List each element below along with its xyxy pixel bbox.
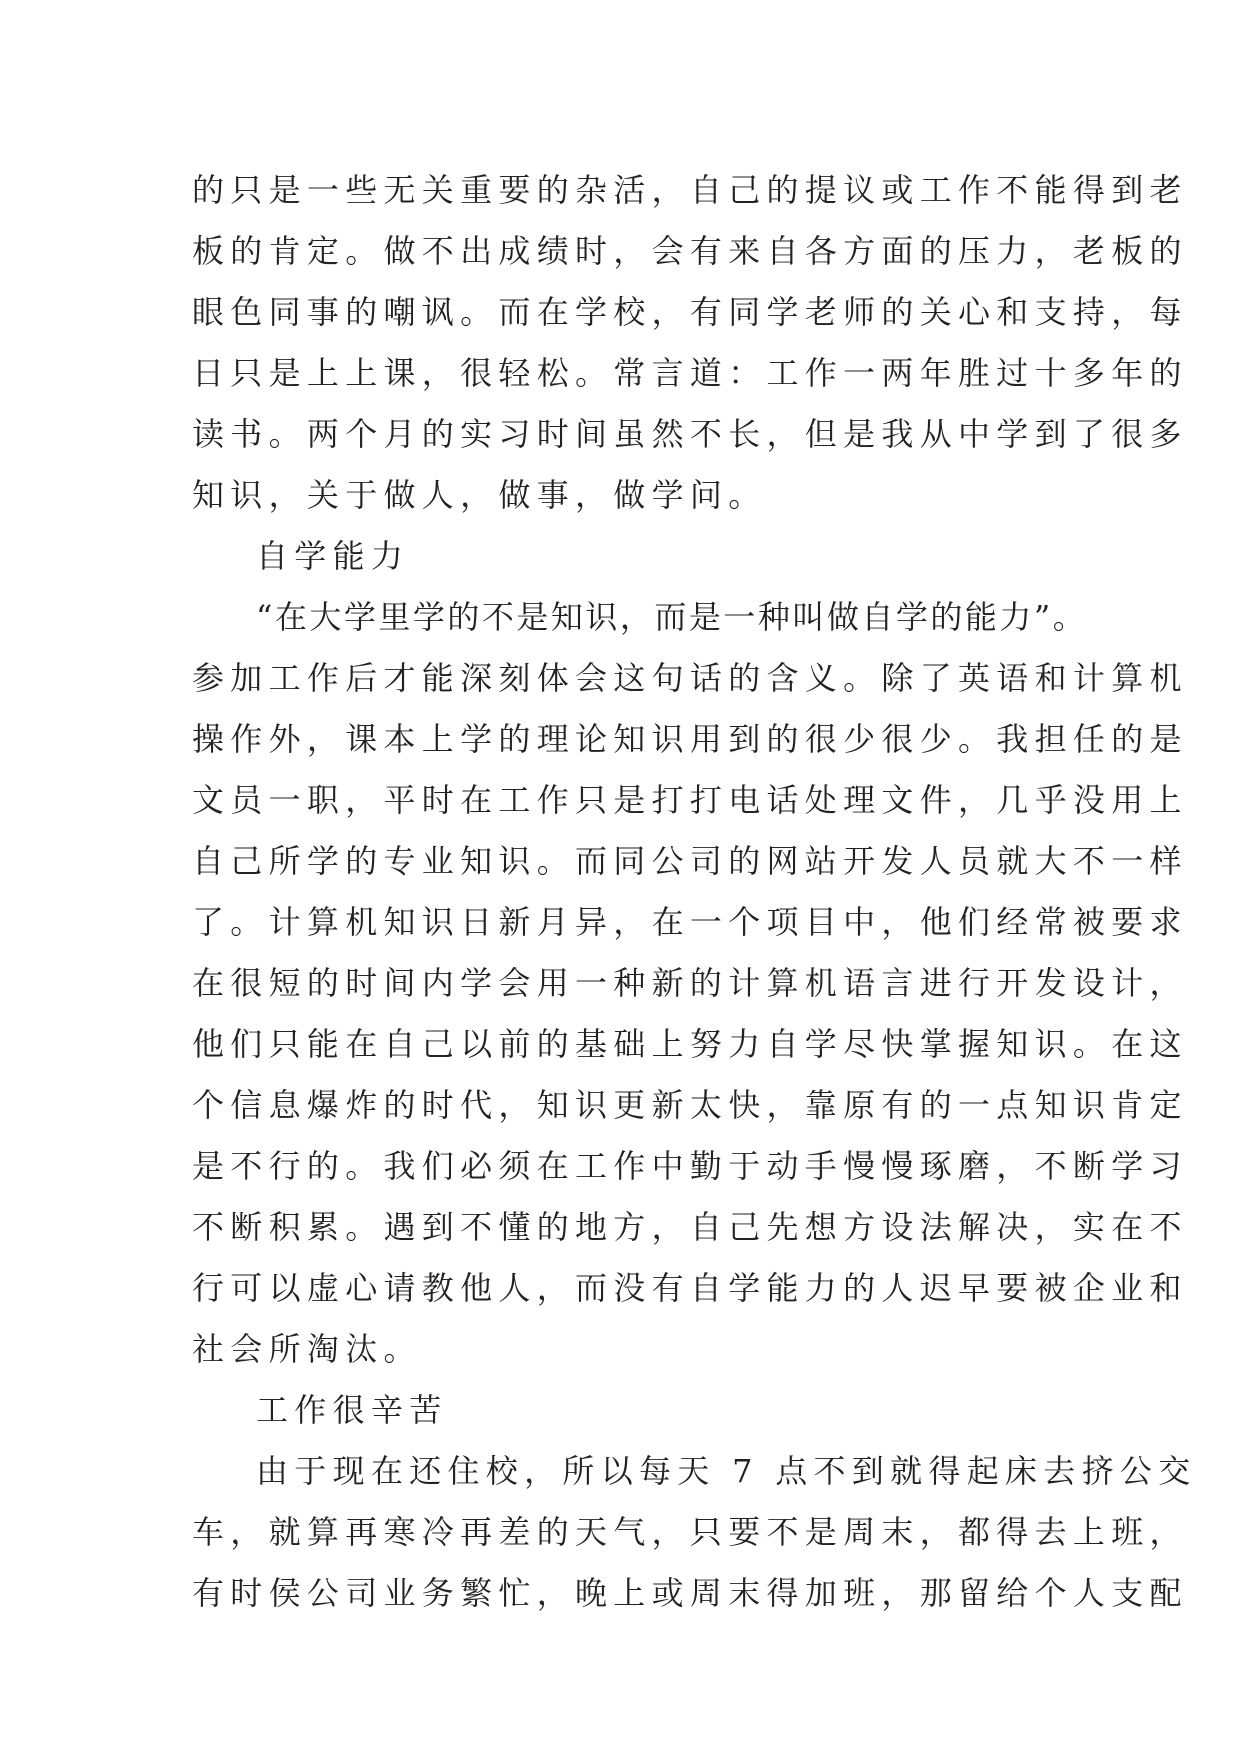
quote-line: “在大学里学的不是知识，而是一种叫做自学的能力”。 xyxy=(256,598,1088,636)
paragraph-line: 在很短的时间内学会用一种新的计算机语言进行开发设计， xyxy=(192,964,1188,1002)
paragraph-line: 他们只能在自己以前的基础上努力自学尽快掌握知识。在这 xyxy=(192,1025,1188,1063)
paragraph-line: 知识，关于做人，做事，做学问。 xyxy=(192,476,767,514)
paragraph-line: 行可以虚心请教他人，而没有自学能力的人迟早要被企业和 xyxy=(192,1269,1188,1307)
section-heading: 自学能力 xyxy=(256,537,410,575)
paragraph-line: 日只是上上课，很轻松。常言道：工作一两年胜过十多年的 xyxy=(192,354,1188,392)
paragraph-line: 眼色同事的嘲讽。而在学校，有同学老师的关心和支持，每 xyxy=(192,293,1188,331)
paragraph-line: 不断积累。遇到不懂的地方，自己先想方设法解决，实在不 xyxy=(192,1208,1188,1246)
paragraph-line: 参加工作后才能深刻体会这句话的含义。除了英语和计算机 xyxy=(192,659,1188,697)
paragraph-line: 读书。两个月的实习时间虽然不长，但是我从中学到了很多 xyxy=(192,415,1188,453)
paragraph-line: 车，就算再寒冷再差的天气，只要不是周末，都得去上班， xyxy=(192,1513,1188,1551)
paragraph-line: 个信息爆炸的时代，知识更新太快，靠原有的一点知识肯定 xyxy=(192,1086,1188,1124)
section-heading: 工作很辛苦 xyxy=(256,1391,448,1429)
paragraph-line: 有时侯公司业务繁忙，晚上或周末得加班，那留给个人支配 xyxy=(192,1574,1188,1612)
paragraph-line: 是不行的。我们必须在工作中勤于动手慢慢琢磨，不断学习 xyxy=(192,1147,1188,1185)
paragraph-line: 社会所淘汰。 xyxy=(192,1330,422,1368)
paragraph-line: 文员一职，平时在工作只是打打电话处理文件，几乎没用上 xyxy=(192,781,1188,819)
paragraph-line: 了。计算机知识日新月异，在一个项目中，他们经常被要求 xyxy=(192,903,1188,941)
paragraph-line: 由于现在还住校，所以每天 7 点不到就得起床去挤公交 xyxy=(256,1452,1197,1490)
paragraph-line: 操作外，课本上学的理论知识用到的很少很少。我担任的是 xyxy=(192,720,1188,758)
paragraph-line: 自己所学的专业知识。而同公司的网站开发人员就大不一样 xyxy=(192,842,1188,880)
paragraph-line: 的只是一些无关重要的杂活，自己的提议或工作不能得到老 xyxy=(192,171,1188,209)
paragraph-line: 板的肯定。做不出成绩时，会有来自各方面的压力，老板的 xyxy=(192,232,1188,270)
body-text xyxy=(192,160,1197,1624)
